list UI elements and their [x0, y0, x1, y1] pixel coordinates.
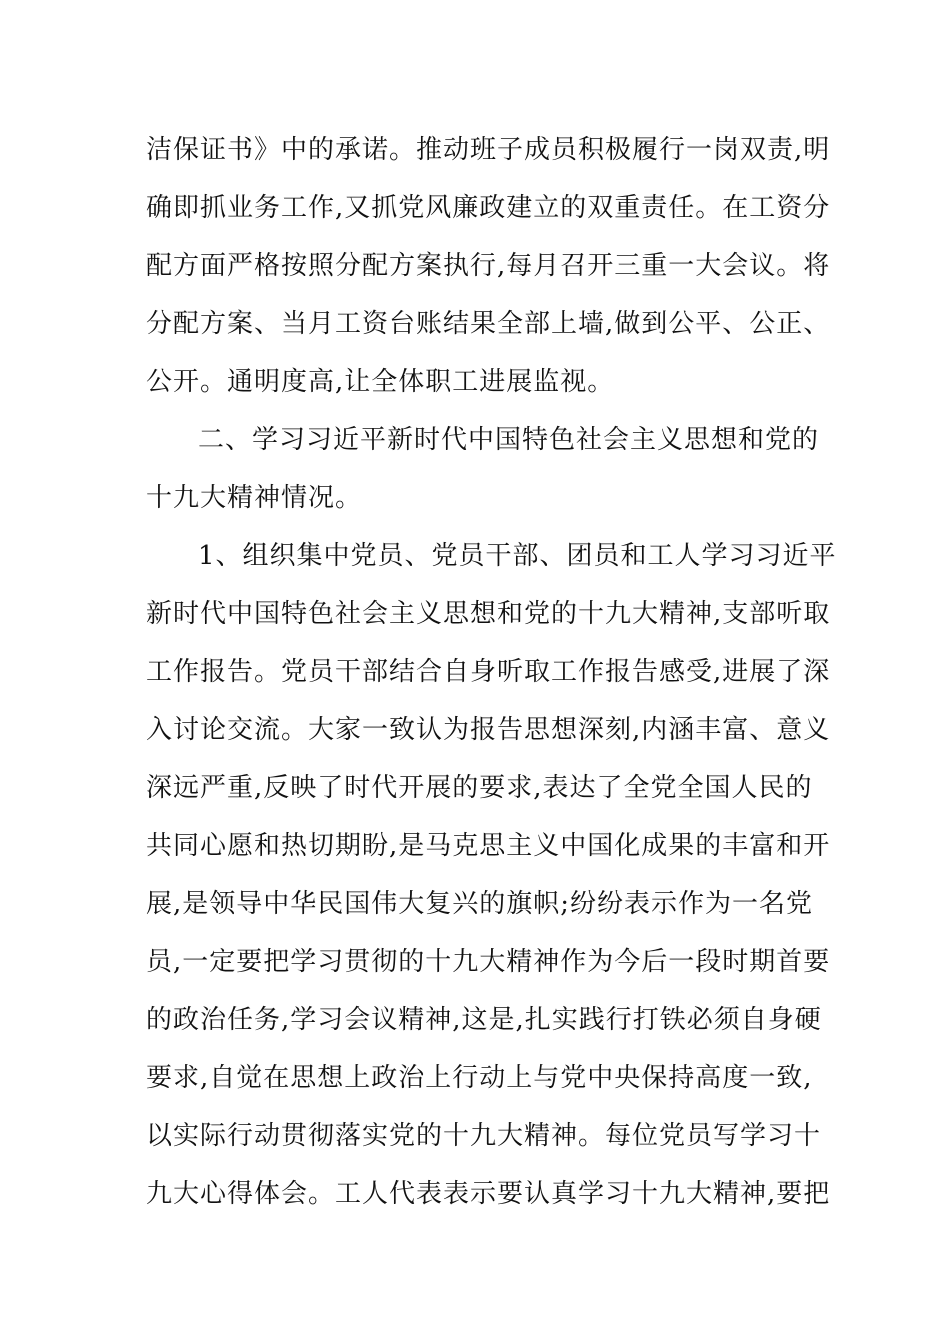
- section-heading-line: 十九大精神情况。: [146, 483, 363, 513]
- text-line: 共同心愿和热切期盼,是马克思主义中国化成果的丰富和开: [146, 831, 831, 861]
- text-line: 九大心得体会。工人代表表示要认真学习十九大精神,要把: [146, 1179, 831, 1209]
- text-line: 配方面严格按照分配方案执行,每月召开三重一大会议。将: [146, 251, 831, 281]
- text-line: 新时代中国特色社会主义思想和党的十九大精神,支部听取: [146, 599, 831, 629]
- text-line: 要求,自觉在思想上政治上行动上与党中央保持高度一致,: [146, 1063, 813, 1093]
- section-heading-line: 二、学习习近平新时代中国特色社会主义思想和党的: [198, 425, 820, 455]
- text-line: 以实际行动贯彻落实党的十九大精神。每位党员写学习十: [146, 1121, 822, 1151]
- text-line: 深远严重,反映了时代开展的要求,表达了全党全国人民的: [146, 773, 813, 803]
- text-line: 展,是领导中华民国伟大复兴的旗帜;纷纷表示作为一名党: [146, 889, 814, 919]
- text-line: 员,一定要把学习贯彻的十九大精神作为今后一段时期首要: [146, 947, 831, 977]
- text-line: 入讨论交流。大家一致认为报告思想深刻,内涵丰富、意义: [146, 715, 831, 745]
- text-line: 工作报告。党员干部结合自身听取工作报告感受,进展了深: [146, 657, 831, 687]
- text-line: 洁保证书》中的承诺。推动班子成员积极履行一岗双责,明: [146, 135, 831, 165]
- text-line: 确即抓业务工作,又抓党风廉政建立的双重责任。在工资分: [146, 193, 831, 223]
- text-line: 公开。通明度高,让全体职工进展监视。: [146, 367, 615, 397]
- text-line: 1、组织集中党员、党员干部、团员和工人学习习近平: [198, 541, 837, 571]
- text-line: 分配方案、当月工资台账结果全部上墙,做到公平、公正、: [146, 309, 831, 339]
- text-line: 的政治任务,学习会议精神,这是,扎实践行打铁必须自身硬: [146, 1005, 822, 1035]
